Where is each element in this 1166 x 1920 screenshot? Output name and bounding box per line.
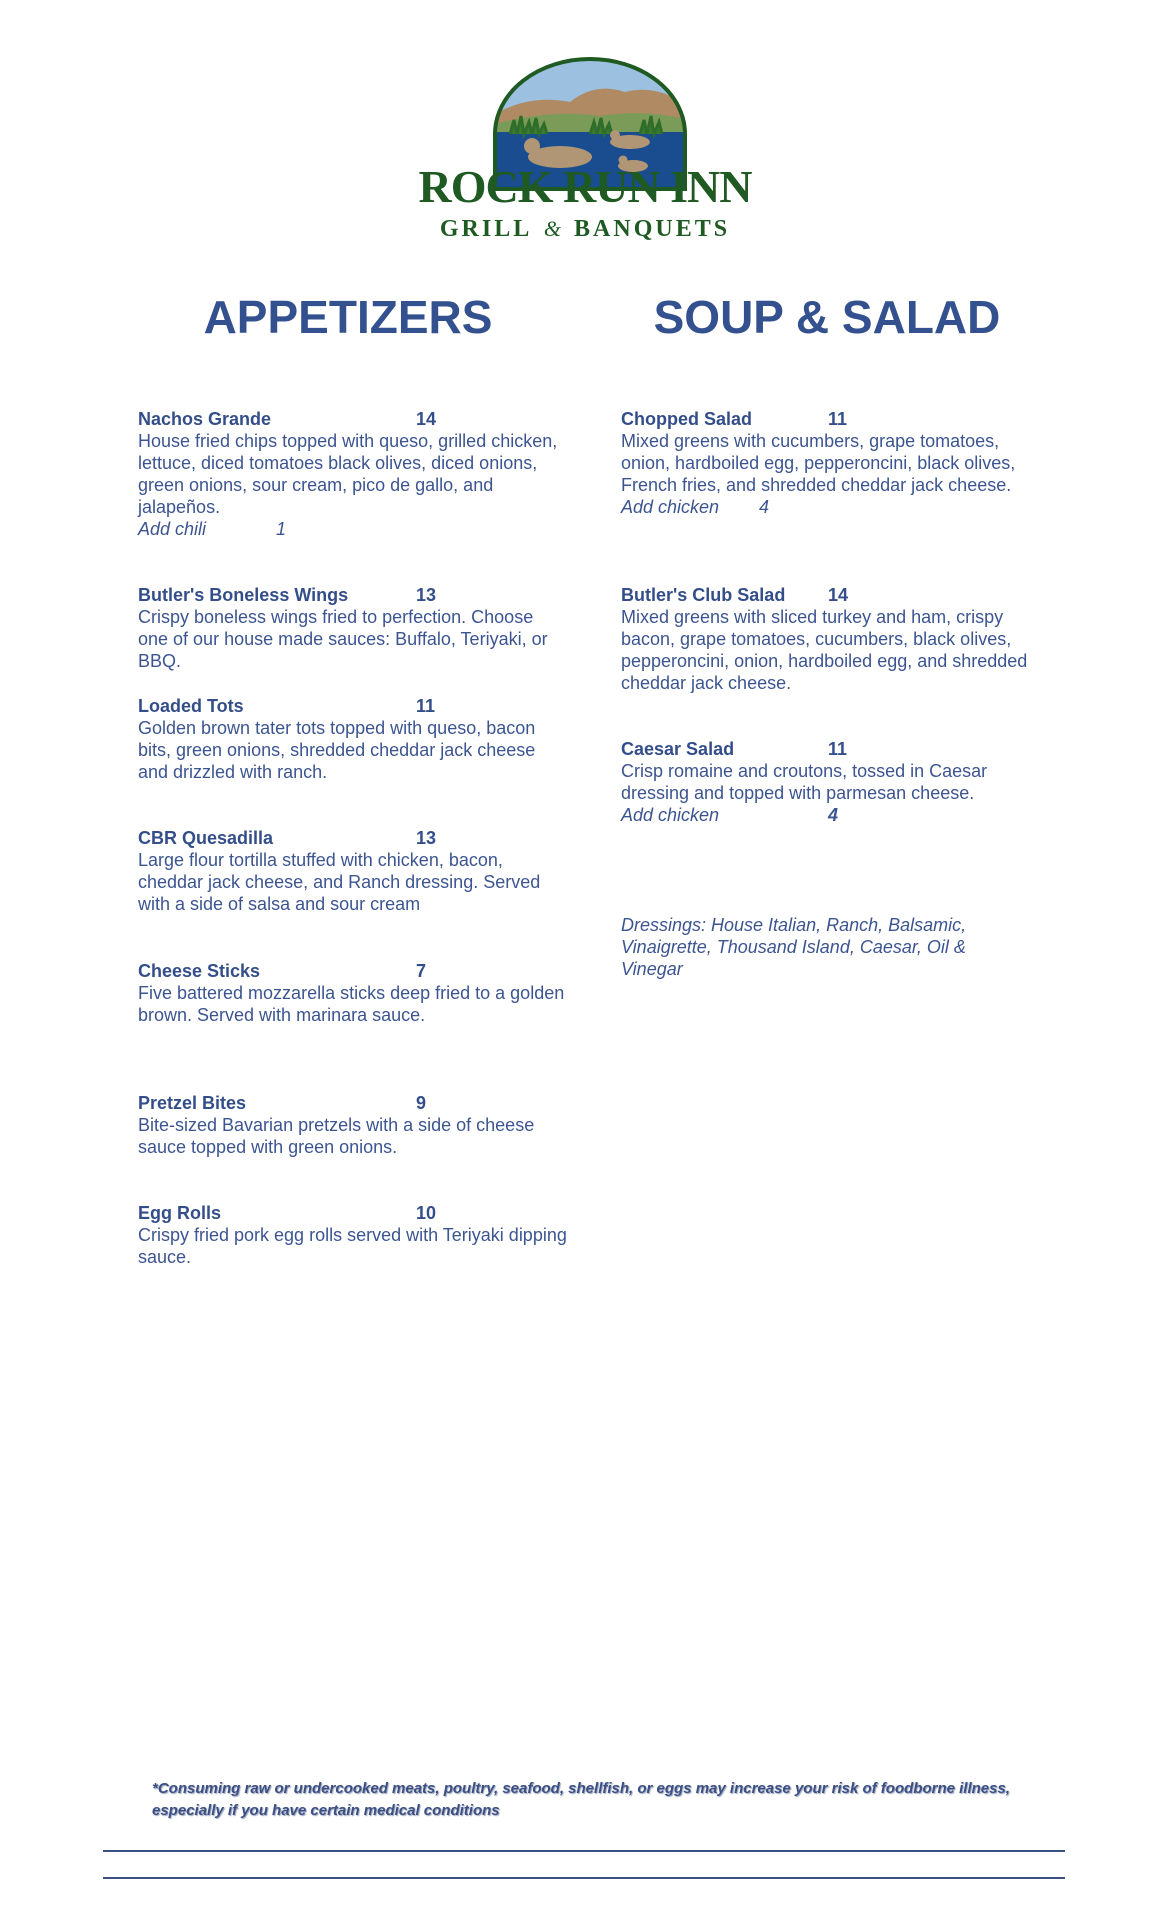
brand-subtitle-banquets: BANQUETS (574, 216, 731, 242)
item-name: Egg Rolls (138, 1203, 222, 1223)
addon-price: 4 (828, 805, 839, 825)
brand-subtitle-grill: GRILL (439, 216, 531, 242)
brand-subtitle-amp: & (543, 216, 562, 241)
brand-subtitle (400, 216, 770, 243)
item-description: Mixed greens with sliced turkey and ham, crispy bacon, grape tomatoes, cucumbers, black olives, pepperoncini, onion, hardboiled egg, and shredded cheddar jack cheese. (621, 607, 1028, 693)
food-safety-disclaimer: *Consuming raw or undercooked meats, poultry, seafood, shellfish, or eggs may increase your risk of foodborne illness, especially if you have certain medical conditions (152, 1780, 1010, 1819)
item-price: 11 (828, 409, 848, 429)
item-name: Caesar Salad (621, 739, 735, 759)
item-name: Loaded Tots (138, 696, 244, 716)
item-name: Butler's Club Salad (621, 585, 786, 605)
item-description: Crispy fried pork egg rolls served with Teriyaki dipping sauce. (138, 1225, 567, 1267)
item-price: 14 (416, 409, 437, 429)
menu-item (138, 584, 568, 672)
menu-item (621, 738, 1051, 826)
item-description: Five battered mozzarella sticks deep fried to a golden brown. Served with marinara sauce. (138, 983, 565, 1025)
menu-item (621, 584, 1051, 694)
dressings-note: Dressings: House Italian, Ranch, Balsamic, Vinaigrette, Thousand Island, Caesar, Oil & Vinegar (621, 915, 967, 979)
item-name: Nachos Grande (138, 409, 272, 429)
menu-item (621, 408, 1051, 518)
footer-rule-top (103, 1850, 1065, 1852)
item-description: House fried chips topped with queso, grilled chicken, lettuce, diced tomatoes black olives, diced onions, green onions, sour cream, pico de gallo, and jalapeños. (138, 431, 558, 517)
item-price: 7 (416, 961, 427, 981)
item-price: 13 (416, 828, 437, 848)
item-price: 13 (416, 585, 437, 605)
addon-label: Add chicken (621, 497, 720, 517)
item-name: Butler's Boneless Wings (138, 585, 349, 605)
menu-item (138, 960, 568, 1026)
item-price: 11 (416, 696, 436, 716)
menu-item (138, 695, 568, 783)
item-price: 10 (416, 1203, 437, 1223)
item-name: Chopped Salad (621, 409, 753, 429)
item-price: 9 (416, 1093, 427, 1113)
item-name: CBR Quesadilla (138, 828, 274, 848)
item-description: Large flour tortilla stuffed with chicken, bacon, cheddar jack cheese, and Ranch dressing. Served with a side of salsa and sour cream (138, 850, 541, 914)
item-price: 11 (828, 739, 848, 759)
addon-label: Add chicken (621, 805, 720, 825)
soup-salad-heading: SOUP & SALAD (653, 291, 1001, 343)
item-description: Bite-sized Bavarian pretzels with a side of cheese sauce topped with green onions. (138, 1115, 535, 1157)
item-description: Golden brown tater tots topped with queso, bacon bits, green onions, shredded cheddar jack cheese and drizzled with ranch. (138, 718, 536, 782)
menu-item (138, 827, 568, 915)
item-name: Cheese Sticks (138, 961, 261, 981)
item-name: Pretzel Bites (138, 1093, 247, 1113)
item-price: 14 (828, 585, 849, 605)
brand-title: ROCK RUN INN (418, 161, 752, 212)
addon-label: Add chili (138, 519, 207, 539)
footer-rule-bottom (103, 1877, 1065, 1879)
item-description: Crispy boneless wings fried to perfection. Choose one of our house made sauces: Buffalo, Teriyaki, or BBQ. (138, 607, 548, 671)
menu-item (138, 408, 568, 540)
item-description: Mixed greens with cucumbers, grape tomatoes, onion, hardboiled egg, pepperoncini, black olives, French fries, and shredded cheddar jack cheese. (621, 431, 1016, 495)
addon-price: 4 (759, 497, 770, 517)
appetizers-heading: APPETIZERS (203, 291, 493, 343)
item-description: Crisp romaine and croutons, tossed in Caesar dressing and topped with parmesan cheese. (621, 761, 988, 803)
menu-item (138, 1092, 568, 1158)
addon-price: 1 (276, 519, 287, 539)
menu-item (138, 1202, 568, 1268)
